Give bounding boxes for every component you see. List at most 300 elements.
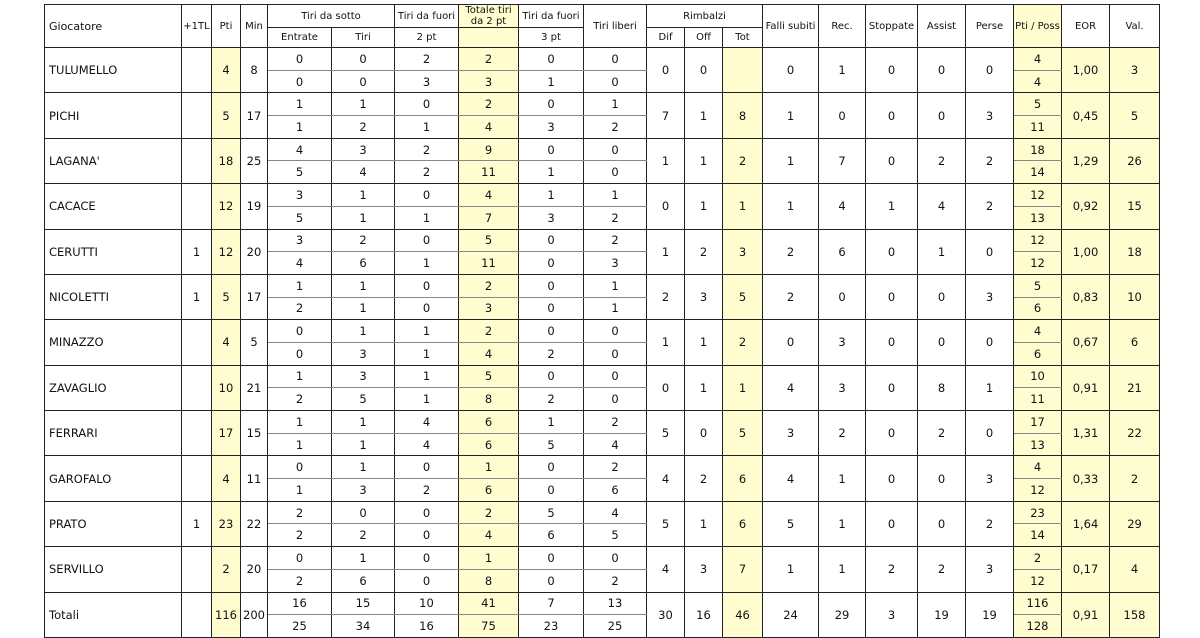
two-pt-total-attempted: 4 — [459, 116, 519, 139]
entrate-attempted: 5 — [268, 161, 332, 184]
fouls-drawn-value: 4 — [763, 456, 819, 501]
points-per-poss-points: 116 — [1014, 592, 1062, 615]
tiri-made: 3 — [332, 365, 395, 388]
header-tiri-sotto: Tiri da sotto — [268, 5, 395, 28]
free-throws-made: 2 — [584, 229, 647, 252]
plus1tl-value — [182, 456, 212, 501]
entrate-made: 4 — [268, 138, 332, 161]
table-row — [45, 184, 1160, 207]
fouls-drawn-value: 3 — [763, 411, 819, 456]
entrate-attempted: 1 — [268, 116, 332, 139]
two-pt-outside-made: 0 — [395, 456, 459, 479]
header-min: Min — [241, 5, 268, 48]
three-pt-attempted: 23 — [519, 615, 584, 638]
header-val: Val. — [1110, 5, 1160, 48]
free-throws-attempted: 6 — [584, 479, 647, 502]
turnovers-value: 0 — [966, 48, 1014, 93]
entrate-attempted: 2 — [268, 524, 332, 547]
blocks-value: 0 — [866, 93, 918, 138]
two-pt-outside-attempted: 16 — [395, 615, 459, 638]
valuation-value: 6 — [1110, 320, 1160, 365]
table-row — [45, 320, 1160, 343]
tiri-made: 1 — [332, 411, 395, 434]
steals-value: 2 — [819, 411, 866, 456]
plus1tl-value: 1 — [182, 274, 212, 319]
totals-label: Totali — [45, 592, 182, 637]
points-per-poss-possessions: 6 — [1014, 342, 1062, 365]
free-throws-made: 2 — [584, 411, 647, 434]
plus1tl-value — [182, 138, 212, 183]
def-rebounds-value: 4 — [647, 547, 685, 592]
tiri-made: 0 — [332, 48, 395, 71]
header-off: Off — [685, 28, 723, 48]
entrate-made: 1 — [268, 365, 332, 388]
assists-value: 2 — [918, 138, 966, 183]
steals-value: 1 — [819, 456, 866, 501]
tiri-made: 3 — [332, 138, 395, 161]
steals-value: 1 — [819, 547, 866, 592]
tiri-attempted: 0 — [332, 70, 395, 93]
player-name: MINAZZO — [45, 320, 182, 365]
off-rebounds-value: 1 — [685, 138, 723, 183]
blocks-value: 0 — [866, 274, 918, 319]
totals-row — [45, 592, 1160, 615]
minutes-value: 19 — [241, 184, 268, 229]
free-throws-made: 1 — [584, 274, 647, 297]
header-3pt: 3 pt — [519, 28, 584, 48]
blocks-value: 0 — [866, 411, 918, 456]
tot-rebounds-value: 6 — [723, 456, 763, 501]
points-per-poss-points: 4 — [1014, 320, 1062, 343]
valuation-value: 29 — [1110, 501, 1160, 546]
blocks-value: 0 — [866, 229, 918, 274]
minutes-value: 15 — [241, 411, 268, 456]
two-pt-total-made: 9 — [459, 138, 519, 161]
steals-value: 3 — [819, 320, 866, 365]
tiri-made: 1 — [332, 320, 395, 343]
tiri-made: 2 — [332, 229, 395, 252]
assists-value: 0 — [918, 93, 966, 138]
def-rebounds-value: 5 — [647, 501, 685, 546]
minutes-value: 11 — [241, 456, 268, 501]
two-pt-total-made: 5 — [459, 229, 519, 252]
two-pt-outside-made: 1 — [395, 320, 459, 343]
def-rebounds-value: 2 — [647, 274, 685, 319]
points-per-poss-points: 4 — [1014, 48, 1062, 71]
two-pt-total-attempted: 8 — [459, 388, 519, 411]
entrate-made: 0 — [268, 547, 332, 570]
entrate-attempted: 2 — [268, 388, 332, 411]
turnovers-value: 0 — [966, 411, 1014, 456]
tot-rebounds-value: 7 — [723, 547, 763, 592]
steals-value: 0 — [819, 274, 866, 319]
plus1tl-value — [182, 93, 212, 138]
header-rimbalzi: Rimbalzi — [647, 5, 763, 28]
three-pt-attempted: 1 — [519, 70, 584, 93]
header-tot: Tot — [723, 28, 763, 48]
two-pt-total-attempted: 75 — [459, 615, 519, 638]
two-pt-outside-attempted: 0 — [395, 524, 459, 547]
tiri-attempted: 6 — [332, 252, 395, 275]
free-throws-made: 1 — [584, 93, 647, 116]
assists-value: 0 — [918, 320, 966, 365]
entrate-attempted: 2 — [268, 569, 332, 592]
free-throws-attempted: 2 — [584, 569, 647, 592]
tot-rebounds-value: 1 — [723, 365, 763, 410]
blocks-value: 1 — [866, 184, 918, 229]
points-value: 12 — [212, 229, 241, 274]
points-per-poss-possessions: 11 — [1014, 116, 1062, 139]
assists-value: 1 — [918, 229, 966, 274]
header-pti-poss: Pti / Poss — [1014, 5, 1062, 48]
tot-rebounds-value: 1 — [723, 184, 763, 229]
points-value: 2 — [212, 547, 241, 592]
eor-value: 0,33 — [1062, 456, 1110, 501]
table-row — [45, 547, 1160, 570]
player-name: CERUTTI — [45, 229, 182, 274]
tiri-made: 1 — [332, 274, 395, 297]
turnovers-value: 3 — [966, 274, 1014, 319]
eor-value: 0,45 — [1062, 93, 1110, 138]
valuation-value: 18 — [1110, 229, 1160, 274]
entrate-attempted: 1 — [268, 433, 332, 456]
two-pt-outside-made: 2 — [395, 138, 459, 161]
three-pt-made: 0 — [519, 138, 584, 161]
two-pt-outside-made: 0 — [395, 184, 459, 207]
tiri-made: 0 — [332, 501, 395, 524]
free-throws-attempted: 4 — [584, 433, 647, 456]
turnovers-value: 3 — [966, 456, 1014, 501]
plus1tl-value: 1 — [182, 229, 212, 274]
tiri-made: 1 — [332, 184, 395, 207]
minutes-value: 200 — [241, 592, 268, 637]
off-rebounds-value: 1 — [685, 184, 723, 229]
player-name: ZAVAGLIO — [45, 365, 182, 410]
points-value: 4 — [212, 48, 241, 93]
tiri-attempted: 2 — [332, 116, 395, 139]
off-rebounds-value: 1 — [685, 93, 723, 138]
eor-value: 1,29 — [1062, 138, 1110, 183]
fouls-drawn-value: 1 — [763, 93, 819, 138]
two-pt-total-made: 2 — [459, 320, 519, 343]
three-pt-attempted: 5 — [519, 433, 584, 456]
free-throws-made: 0 — [584, 48, 647, 71]
blocks-value: 0 — [866, 501, 918, 546]
off-rebounds-value: 1 — [685, 365, 723, 410]
minutes-value: 5 — [241, 320, 268, 365]
header-perse: Perse — [966, 5, 1014, 48]
header-tiri-fuori-2: Tiri da fuori — [395, 5, 459, 28]
eor-value: 1,00 — [1062, 48, 1110, 93]
three-pt-made: 7 — [519, 592, 584, 615]
entrate-attempted: 5 — [268, 206, 332, 229]
header-eor: EOR — [1062, 5, 1110, 48]
free-throws-attempted: 2 — [584, 206, 647, 229]
two-pt-outside-made: 2 — [395, 48, 459, 71]
player-name: PRATO — [45, 501, 182, 546]
tot-rebounds-value: 46 — [723, 592, 763, 637]
table-row — [45, 501, 1160, 524]
valuation-value: 22 — [1110, 411, 1160, 456]
two-pt-outside-made: 0 — [395, 547, 459, 570]
off-rebounds-value: 16 — [685, 592, 723, 637]
two-pt-outside-made: 4 — [395, 411, 459, 434]
two-pt-outside-attempted: 4 — [395, 433, 459, 456]
two-pt-outside-attempted: 1 — [395, 206, 459, 229]
tot-rebounds-value: 3 — [723, 229, 763, 274]
points-per-poss-possessions: 14 — [1014, 524, 1062, 547]
header-totale-spacer — [459, 28, 519, 48]
player-name: GAROFALO — [45, 456, 182, 501]
def-rebounds-value: 5 — [647, 411, 685, 456]
fouls-drawn-value: 5 — [763, 501, 819, 546]
free-throws-made: 13 — [584, 592, 647, 615]
valuation-value: 15 — [1110, 184, 1160, 229]
three-pt-made: 0 — [519, 274, 584, 297]
plus1tl-value — [182, 320, 212, 365]
two-pt-outside-attempted: 1 — [395, 116, 459, 139]
free-throws-attempted: 3 — [584, 252, 647, 275]
two-pt-total-attempted: 4 — [459, 342, 519, 365]
turnovers-value: 3 — [966, 547, 1014, 592]
entrate-made: 2 — [268, 501, 332, 524]
table-row — [45, 456, 1160, 479]
turnovers-value: 1 — [966, 365, 1014, 410]
free-throws-attempted: 5 — [584, 524, 647, 547]
points-per-poss-possessions: 12 — [1014, 569, 1062, 592]
valuation-value: 21 — [1110, 365, 1160, 410]
three-pt-made: 0 — [519, 547, 584, 570]
free-throws-attempted: 0 — [584, 161, 647, 184]
points-per-poss-possessions: 11 — [1014, 388, 1062, 411]
tiri-attempted: 34 — [332, 615, 395, 638]
header-assist: Assist — [918, 5, 966, 48]
header-tiri: Tiri — [332, 28, 395, 48]
fouls-drawn-value: 1 — [763, 547, 819, 592]
def-rebounds-value: 1 — [647, 320, 685, 365]
two-pt-total-made: 2 — [459, 274, 519, 297]
tiri-attempted: 4 — [332, 161, 395, 184]
two-pt-total-attempted: 8 — [459, 569, 519, 592]
points-per-poss-points: 12 — [1014, 184, 1062, 207]
valuation-value: 26 — [1110, 138, 1160, 183]
table-row — [45, 48, 1160, 71]
player-name: TULUMELLO — [45, 48, 182, 93]
off-rebounds-value: 2 — [685, 456, 723, 501]
two-pt-total-attempted: 6 — [459, 433, 519, 456]
two-pt-outside-attempted: 0 — [395, 297, 459, 320]
three-pt-made: 1 — [519, 411, 584, 434]
entrate-made: 3 — [268, 229, 332, 252]
turnovers-value: 3 — [966, 93, 1014, 138]
points-per-poss-possessions: 13 — [1014, 206, 1062, 229]
two-pt-total-attempted: 6 — [459, 479, 519, 502]
points-value: 10 — [212, 365, 241, 410]
free-throws-attempted: 0 — [584, 342, 647, 365]
free-throws-made: 4 — [584, 501, 647, 524]
eor-value: 0,67 — [1062, 320, 1110, 365]
player-name: FERRARI — [45, 411, 182, 456]
table-row — [45, 411, 1160, 434]
off-rebounds-value: 1 — [685, 501, 723, 546]
valuation-value: 4 — [1110, 547, 1160, 592]
blocks-value: 2 — [866, 547, 918, 592]
two-pt-total-made: 2 — [459, 501, 519, 524]
points-per-poss-points: 12 — [1014, 229, 1062, 252]
assists-value: 4 — [918, 184, 966, 229]
header-dif: Dif — [647, 28, 685, 48]
points-per-poss-possessions: 13 — [1014, 433, 1062, 456]
plus1tl-value — [182, 592, 212, 637]
fouls-drawn-value: 0 — [763, 48, 819, 93]
points-per-poss-points: 23 — [1014, 501, 1062, 524]
off-rebounds-value: 3 — [685, 547, 723, 592]
assists-value: 2 — [918, 411, 966, 456]
header-player: Giocatore — [45, 5, 182, 48]
minutes-value: 22 — [241, 501, 268, 546]
tot-rebounds-value: 6 — [723, 501, 763, 546]
entrate-made: 0 — [268, 320, 332, 343]
two-pt-outside-made: 0 — [395, 501, 459, 524]
header-pti: Pti — [212, 5, 241, 48]
fouls-drawn-value: 4 — [763, 365, 819, 410]
table-row — [45, 93, 1160, 116]
entrate-attempted: 2 — [268, 297, 332, 320]
points-per-poss-points: 5 — [1014, 274, 1062, 297]
blocks-value: 0 — [866, 365, 918, 410]
free-throws-attempted: 0 — [584, 70, 647, 93]
header-tiri-liberi: Tiri liberi — [584, 5, 647, 48]
box-score-table — [44, 4, 1160, 638]
off-rebounds-value: 1 — [685, 320, 723, 365]
minutes-value: 17 — [241, 93, 268, 138]
entrate-attempted: 0 — [268, 342, 332, 365]
tiri-attempted: 2 — [332, 524, 395, 547]
points-value: 18 — [212, 138, 241, 183]
two-pt-outside-made: 0 — [395, 93, 459, 116]
turnovers-value: 19 — [966, 592, 1014, 637]
entrate-made: 1 — [268, 274, 332, 297]
valuation-value: 5 — [1110, 93, 1160, 138]
stats-sheet — [44, 4, 1155, 638]
eor-value: 0,92 — [1062, 184, 1110, 229]
blocks-value: 0 — [866, 48, 918, 93]
steals-value: 29 — [819, 592, 866, 637]
minutes-value: 20 — [241, 547, 268, 592]
valuation-value: 3 — [1110, 48, 1160, 93]
two-pt-outside-attempted: 1 — [395, 252, 459, 275]
tiri-attempted: 1 — [332, 297, 395, 320]
eor-value: 0,17 — [1062, 547, 1110, 592]
tiri-made: 1 — [332, 456, 395, 479]
turnovers-value: 0 — [966, 229, 1014, 274]
def-rebounds-value: 1 — [647, 229, 685, 274]
points-per-poss-points: 10 — [1014, 365, 1062, 388]
minutes-value: 17 — [241, 274, 268, 319]
points-value: 4 — [212, 320, 241, 365]
off-rebounds-value: 2 — [685, 229, 723, 274]
three-pt-attempted: 0 — [519, 479, 584, 502]
player-name: NICOLETTI — [45, 274, 182, 319]
two-pt-outside-made: 0 — [395, 229, 459, 252]
turnovers-value: 2 — [966, 501, 1014, 546]
entrate-made: 0 — [268, 456, 332, 479]
tiri-attempted: 1 — [332, 433, 395, 456]
three-pt-made: 0 — [519, 365, 584, 388]
table-header — [45, 5, 1160, 48]
three-pt-made: 5 — [519, 501, 584, 524]
steals-value: 6 — [819, 229, 866, 274]
eor-value: 0,83 — [1062, 274, 1110, 319]
table-row — [45, 274, 1160, 297]
free-throws-made: 0 — [584, 320, 647, 343]
assists-value: 0 — [918, 274, 966, 319]
entrate-attempted: 4 — [268, 252, 332, 275]
steals-value: 4 — [819, 184, 866, 229]
fouls-drawn-value: 24 — [763, 592, 819, 637]
header-plus1tl: +1TL — [182, 5, 212, 48]
tiri-attempted: 5 — [332, 388, 395, 411]
tot-rebounds-value — [723, 48, 763, 93]
def-rebounds-value: 7 — [647, 93, 685, 138]
three-pt-attempted: 0 — [519, 252, 584, 275]
header-falli-subiti: Falli subiti — [763, 5, 819, 48]
free-throws-made: 2 — [584, 456, 647, 479]
two-pt-total-made: 1 — [459, 456, 519, 479]
two-pt-total-made: 2 — [459, 48, 519, 71]
points-value: 5 — [212, 93, 241, 138]
two-pt-outside-made: 0 — [395, 274, 459, 297]
points-value: 5 — [212, 274, 241, 319]
blocks-value: 0 — [866, 456, 918, 501]
def-rebounds-value: 4 — [647, 456, 685, 501]
tot-rebounds-value: 8 — [723, 93, 763, 138]
table-body — [45, 48, 1160, 638]
assists-value: 0 — [918, 501, 966, 546]
three-pt-made: 1 — [519, 184, 584, 207]
valuation-value: 158 — [1110, 592, 1160, 637]
table-row — [45, 138, 1160, 161]
player-name: CACACE — [45, 184, 182, 229]
tiri-made: 1 — [332, 547, 395, 570]
two-pt-total-attempted: 11 — [459, 161, 519, 184]
valuation-value: 10 — [1110, 274, 1160, 319]
entrate-attempted: 25 — [268, 615, 332, 638]
tiri-made: 15 — [332, 592, 395, 615]
header-stoppate: Stoppate — [866, 5, 918, 48]
two-pt-total-attempted: 4 — [459, 524, 519, 547]
header-tiri-fuori-3: Tiri da fuori — [519, 5, 584, 28]
three-pt-made: 0 — [519, 456, 584, 479]
blocks-value: 0 — [866, 320, 918, 365]
player-name: SERVILLO — [45, 547, 182, 592]
tiri-attempted: 3 — [332, 342, 395, 365]
free-throws-attempted: 2 — [584, 116, 647, 139]
three-pt-attempted: 0 — [519, 297, 584, 320]
two-pt-outside-attempted: 0 — [395, 569, 459, 592]
tot-rebounds-value: 5 — [723, 411, 763, 456]
two-pt-outside-attempted: 3 — [395, 70, 459, 93]
points-per-poss-possessions: 12 — [1014, 252, 1062, 275]
two-pt-total-made: 6 — [459, 411, 519, 434]
entrate-made: 0 — [268, 48, 332, 71]
plus1tl-value — [182, 184, 212, 229]
plus1tl-value: 1 — [182, 501, 212, 546]
points-value: 17 — [212, 411, 241, 456]
entrate-attempted: 0 — [268, 70, 332, 93]
free-throws-made: 0 — [584, 547, 647, 570]
points-per-poss-points: 17 — [1014, 411, 1062, 434]
